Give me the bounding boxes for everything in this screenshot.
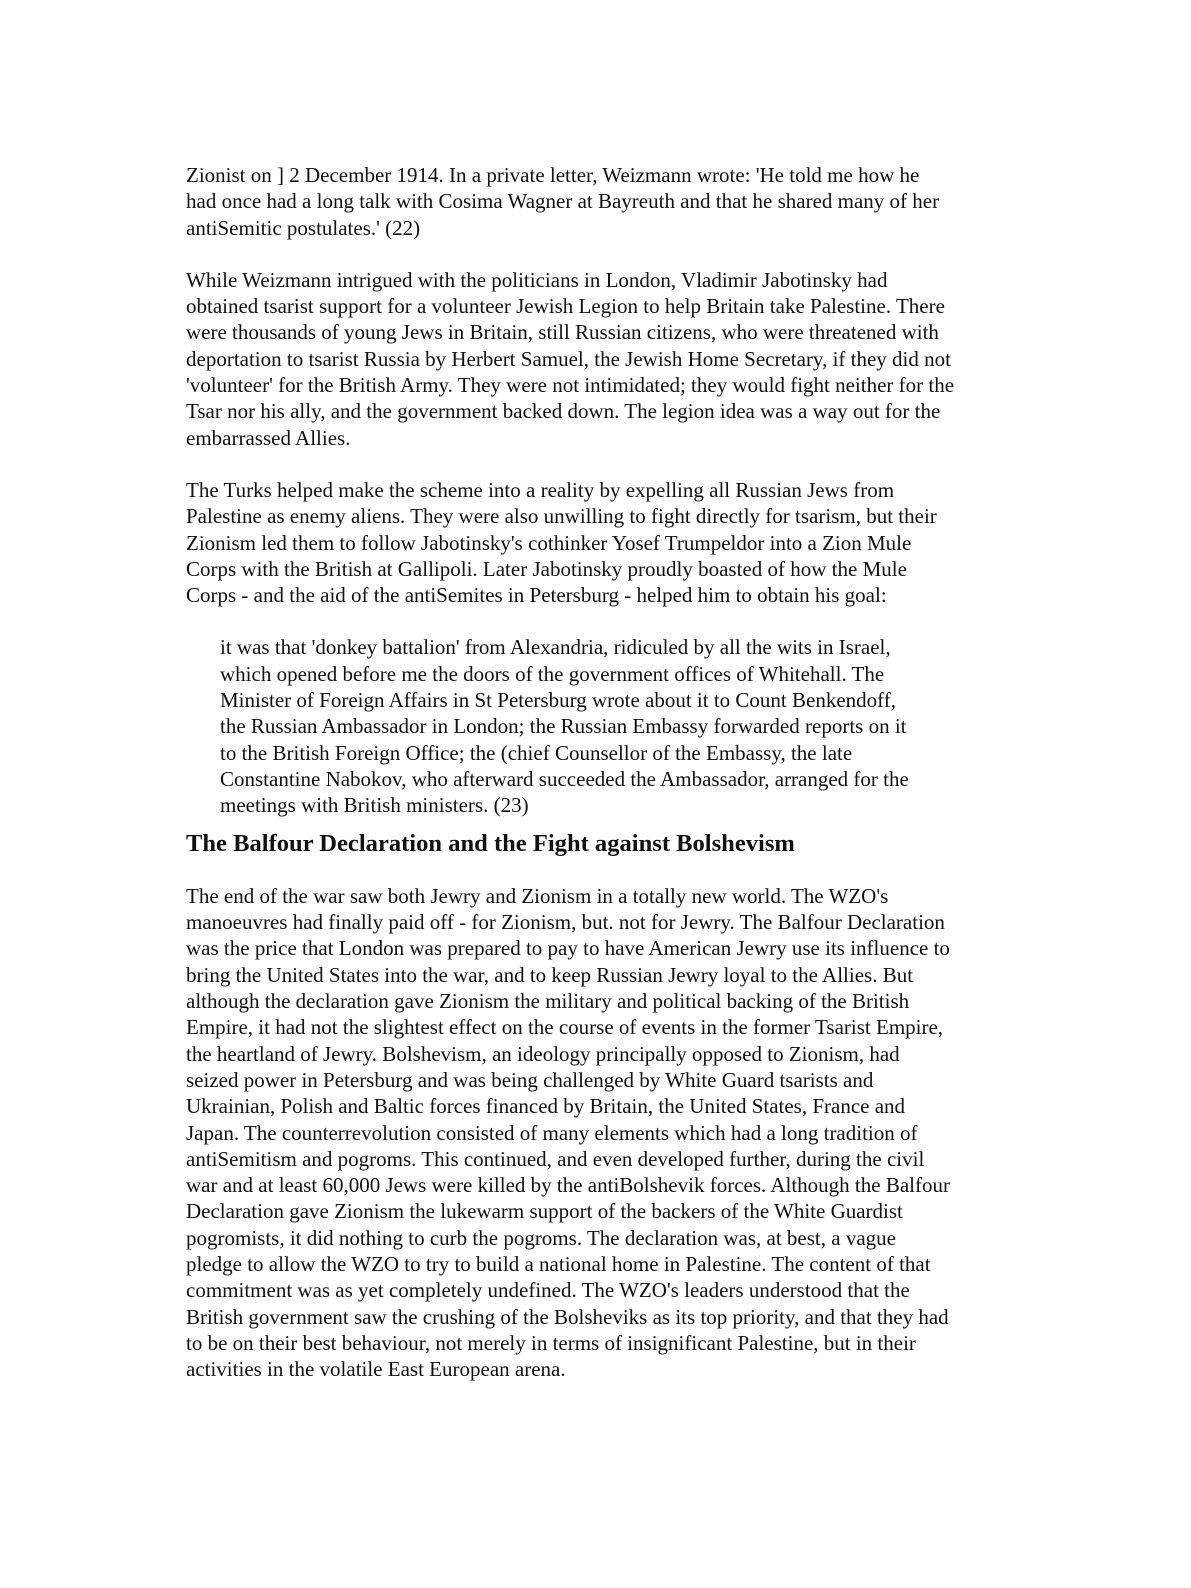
text-line: Zionist on ] 2 December 1914. In a private letter, Weizmann wrote: 'He told me how he bbox=[186, 163, 920, 187]
text-line: While Weizmann intrigued with the politicians in London, Vladimir Jabotinsky had bbox=[186, 267, 888, 292]
text-line: it was that 'donkey battalion' from Alexandria, ridiculed by all the wits in Israel, bbox=[220, 635, 891, 660]
text-line: British government saw the crushing of the Bolsheviks as its top priority, and that they had bbox=[186, 1304, 949, 1329]
text-line: 'volunteer' for the British Army. They were not intimidated; they would fight neither for the bbox=[186, 373, 955, 398]
text-line: to be on their best behaviour, not merely in terms of insignificant Palestine, but in their bbox=[186, 1330, 916, 1355]
text-line: seized power in Petersburg and was being challenged by White Guard tsarists and bbox=[186, 1067, 874, 1092]
text-line: obtained tsarist support for a volunteer Jewish Legion to help Britain take Palestine. There bbox=[186, 294, 945, 319]
section-heading: The Balfour Declaration and the Fight against Bolshevism bbox=[186, 829, 795, 857]
text-line: Minister of Foreign Affairs in St Petersburg wrote about it to Count Benkendoff, bbox=[220, 688, 897, 713]
text-line: war and at least 60,000 Jews were killed by the antiBolshevik forces. Although the Balfour bbox=[186, 1173, 950, 1198]
paragraph-mule-corps bbox=[186, 477, 1026, 608]
text-line: Palestine as enemy aliens. They were also unwilling to fight directly for tsarism, but their bbox=[186, 504, 937, 529]
paragraph-jewish-legion bbox=[186, 267, 1026, 451]
text-line: Japan. The counterrevolution consisted of many elements which had a long tradition of bbox=[186, 1120, 918, 1145]
text-line: commitment was as yet completely undefined. The WZO's leaders understood that the bbox=[186, 1278, 910, 1303]
text-line: The Turks helped make the scheme into a reality by expelling all Russian Jews from bbox=[186, 477, 895, 502]
text-line: Corps with the British at Gallipoli. Later Jabotinsky proudly boasted of how the Mule bbox=[186, 556, 907, 581]
text-line: Declaration gave Zionism the lukewarm support of the backers of the White Guardist bbox=[186, 1199, 903, 1224]
text-line: deportation to tsarist Russia by Herbert Samuel, the Jewish Home Secretary, if they did not bbox=[186, 346, 951, 371]
text-line: meetings with British ministers. (23) bbox=[220, 793, 529, 818]
text-line: antiSemitism and pogroms. This continued, and even developed further, during the civil bbox=[186, 1146, 925, 1171]
text-line: Empire, it had not the slightest effect on the course of events in the former Tsarist Empire, bbox=[186, 1015, 944, 1040]
text-line: antiSemitic postulates.' (22) bbox=[186, 215, 421, 240]
text-line: the Russian Ambassador in London; the Russian Embassy forwarded reports on it bbox=[220, 714, 907, 739]
document-page bbox=[186, 162, 1026, 1408]
text-line: pogromists, it did nothing to curb the pogroms. The declaration was, at best, a vague bbox=[186, 1225, 896, 1250]
text-line: manoeuvres had finally paid off - for Zionism, but. not for Jewry. The Balfour Declaration bbox=[186, 910, 945, 935]
text-line: The end of the war saw both Jewry and Zionism in a totally new world. The WZO's bbox=[186, 883, 889, 908]
text-line: embarrassed Allies. bbox=[186, 425, 351, 450]
text-line: activities in the volatile East European arena. bbox=[186, 1357, 566, 1382]
text-line: Ukrainian, Polish and Baltic forces financed by Britain, the United States, France and bbox=[186, 1094, 906, 1119]
text-line: Corps - and the aid of the antiSemites in Petersburg - helped him to obtain his goal: bbox=[186, 583, 887, 608]
text-line: Constantine Nabokov, who afterward succeeded the Ambassador, arranged for the bbox=[220, 766, 909, 791]
text-line: were thousands of young Jews in Britain, still Russian citizens, who were threatened with bbox=[186, 320, 939, 345]
text-line: pledge to allow the WZO to try to build a national home in Palestine. The content of that bbox=[186, 1251, 931, 1276]
text-line: Tsar nor his ally, and the government backed down. The legion idea was a way out for the bbox=[186, 399, 941, 424]
text-line: bring the United States into the war, and to keep Russian Jewry loyal to the Allies. But bbox=[186, 962, 914, 987]
text-line: was the price that London was prepared to pay to have American Jewry use its influence to bbox=[186, 936, 950, 961]
text-line: although the declaration gave Zionism the military and political backing of the British bbox=[186, 989, 910, 1014]
text-line: Zionism led them to follow Jabotinsky's cothinker Yosef Trumpeldor into a Zion Mule bbox=[186, 530, 912, 555]
text-line: to the British Foreign Office; the (chief Counsellor of the Embassy, the late bbox=[220, 740, 853, 765]
text-line: had once had a long talk with Cosima Wagner at Bayreuth and that he shared many of her bbox=[186, 189, 940, 214]
paragraph-balfour-declaration bbox=[186, 883, 1026, 1383]
paragraph-weizmann-letter bbox=[186, 162, 1026, 241]
block-quote-jabotinsky bbox=[220, 634, 1026, 818]
text-line: the heartland of Jewry. Bolshevism, an ideology principally opposed to Zionism, had bbox=[186, 1041, 900, 1066]
text-line: which opened before me the doors of the government offices of Whitehall. The bbox=[220, 661, 885, 686]
